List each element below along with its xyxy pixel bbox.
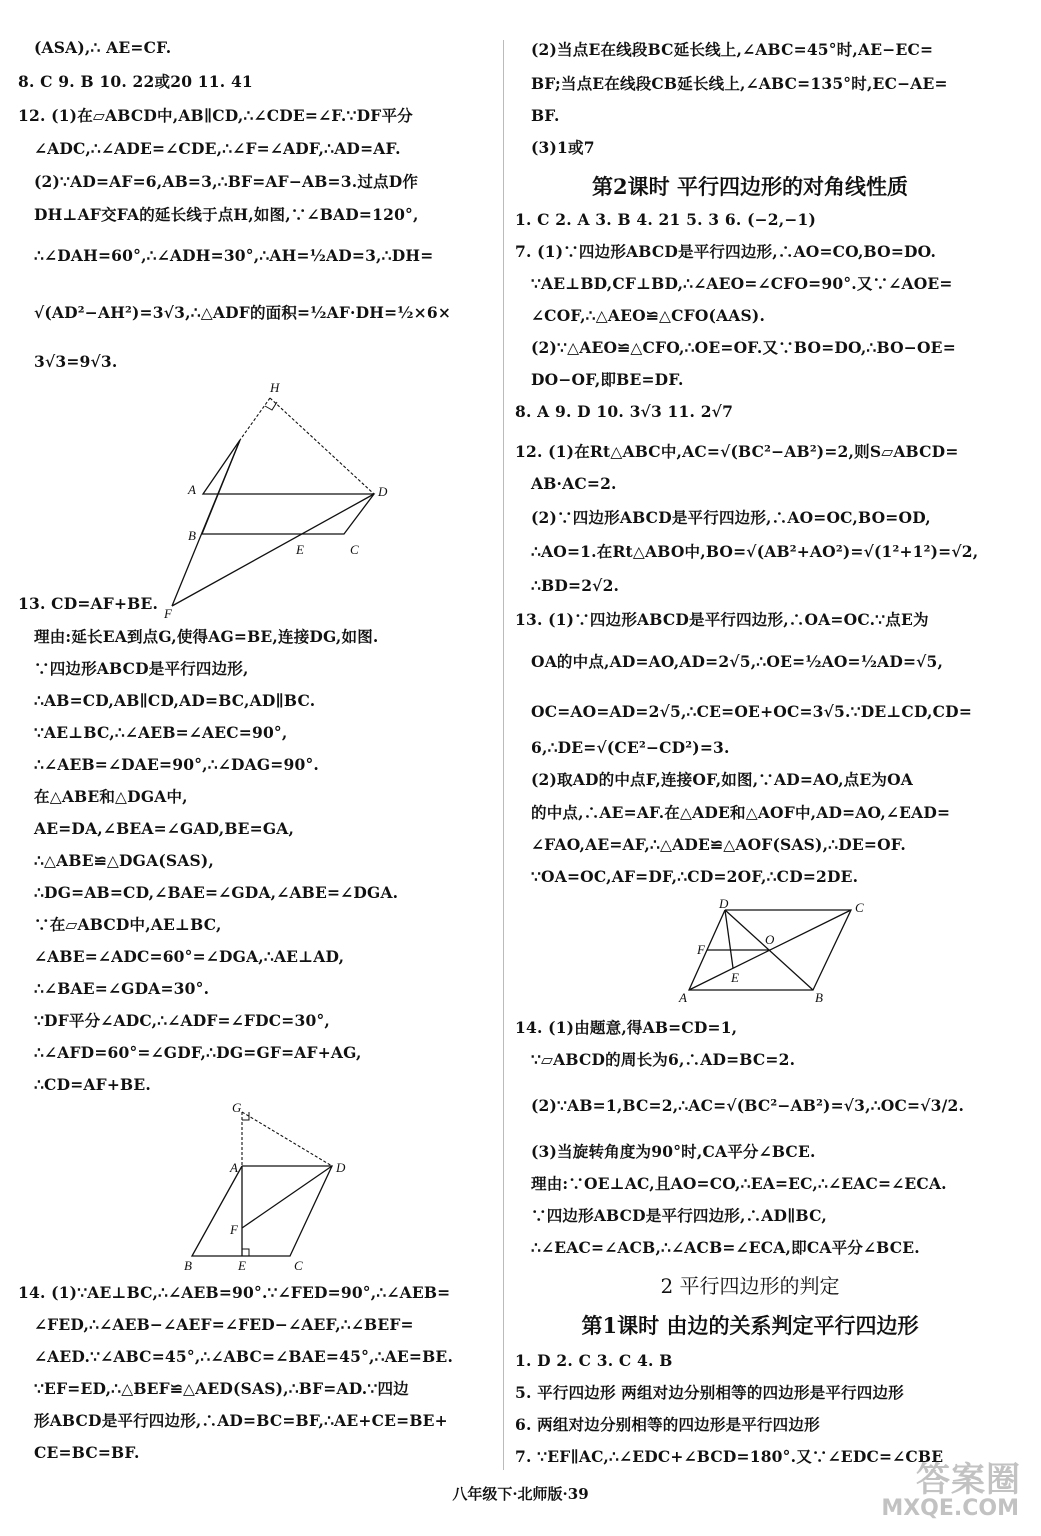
text-line: ∴△ABE≌△DGA(SAS), (34, 851, 215, 870)
text-line: √(AD²−AH²)=3√3,∴△ADF的面积=½AF·DH=½×6× (34, 303, 452, 322)
label-G: G (232, 1100, 242, 1115)
text-line: ∴DG=AB=CD,∠BAE=∠GDA,∠ABE=∠DGA. (34, 883, 399, 902)
text-line: 7. ∵EF∥AC,∴∠EDC+∠BCD=180°.又∵∠EDC=∠CBE (515, 1447, 944, 1466)
text-line: BF;当点E在线段CB延长线上,∠ABC=135°时,EC−AE= (531, 74, 948, 93)
text-line: ∵在▱ABCD中,AE⊥BC, (34, 915, 222, 934)
text-line: 12. (1)在▱ABCD中,AB∥CD,∴∠CDE=∠F.∵DF平分 (18, 106, 413, 125)
text-line: OC=AO=AD=2√5,∴CE=OE+OC=3√5.∵DE⊥CD,CD= (531, 702, 973, 721)
watermark-logo: 答案圈 (916, 1460, 1021, 1500)
text-line: (2)取AD的中点F,连接OF,如图,∵AD=AO,点E为OA (531, 770, 914, 789)
text-line: AE=DA,∠BEA=∠GAD,BE=GA, (34, 819, 295, 838)
text-line: AB·AC=2. (531, 474, 617, 493)
text-line: 13. CD=AF+BE. (18, 594, 159, 613)
figure-parallelogram-hadf (158, 378, 398, 621)
text-line: DH⊥AF交FA的延长线于点H,如图,∵∠BAD=120°, (34, 205, 419, 224)
text-line: ∵OA=OC,AF=DF,∴CD=2OF,∴CD=2DE. (531, 867, 859, 886)
text-line: 6. 两组对边分别相等的四边形是平行四边形 (515, 1415, 820, 1434)
column-divider (503, 40, 504, 1470)
text-line: ∵四边形ABCD是平行四边形, (34, 659, 249, 678)
text-line: ∴CD=AF+BE. (34, 1075, 151, 1094)
text-line: BF. (531, 106, 560, 125)
text-line: ∵EF=ED,∴△BEF≌△AED(SAS),∴BF=AD.∵四边 (34, 1379, 409, 1398)
label-A: A (679, 990, 687, 1005)
text-line: 1. C 2. A 3. B 4. 21 5. 3 6. (−2,−1) (515, 210, 817, 229)
text-line: 12. (1)在Rt△ABC中,AC=√(BC²−AB²)=2,则S▱ABCD= (515, 442, 959, 461)
text-line: ∵DF平分∠ADC,∴∠ADF=∠FDC=30°, (34, 1011, 331, 1030)
text-line: 形ABCD是平行四边形,∴AD=BC=BF,∴AE+CE=BE+ (34, 1411, 448, 1430)
label-D: D (336, 1160, 346, 1175)
text-line: ∵AE⊥BD,CF⊥BD,∴∠AEO=∠CFO=90°.又∵∠AOE= (531, 274, 953, 293)
text-line: DO−OF,即BE=DF. (531, 370, 684, 389)
label-O: O (765, 932, 775, 947)
text-line: 8. C 9. B 10. 22或20 11. 41 (18, 72, 253, 91)
text-line: 理由:∵OE⊥AC,且AO=CO,∴EA=EC,∴∠EAC=∠ECA. (531, 1174, 947, 1193)
label-F: F (697, 942, 705, 957)
text-line: ∴∠AEB=∠DAE=90°,∴∠DAG=90°. (34, 755, 320, 774)
text-line: (ASA),∴ AE=CF. (34, 38, 172, 57)
label-H: H (270, 380, 280, 395)
label-E: E (296, 542, 304, 557)
text-line: ∵四边形ABCD是平行四边形,∴AD∥BC, (531, 1206, 828, 1225)
figure-parallelogram-gadf (178, 1100, 358, 1273)
label-A: A (230, 1160, 238, 1175)
text-line: ∴AO=1.在Rt△ABO中,BO=√(AB²+AO²)=√(1²+1²)=√2, (531, 542, 979, 561)
text-line: (2)当点E在线段BC延长线上,∠ABC=45°时,AE−EC= (531, 40, 934, 59)
text-line: CE=BC=BF. (34, 1443, 140, 1462)
text-line: 在△ABE和△DGA中, (34, 787, 188, 806)
text-line: ∴∠DAH=60°,∴∠ADH=30°,∴AH=½AD=3,∴DH= (34, 246, 434, 265)
label-C: C (350, 542, 359, 557)
text-line: 13. (1)∵四边形ABCD是平行四边形,∴OA=OC.∵点E为 (515, 610, 929, 629)
text-line: ∠ADC,∴∠ADE=∠CDE,∴∠F=∠ADF,∴AD=AF. (34, 139, 401, 158)
text-line: 理由:延长EA到点G,使得AG=BE,连接DG,如图. (34, 627, 379, 646)
label-B: B (815, 990, 823, 1005)
text-line: (2)∵△AEO≌△CFO,∴OE=OF.又∵BO=DO,∴BO−OE= (531, 338, 956, 357)
text-line: 6,∴DE=√(CE²−CD²)=3. (531, 738, 730, 757)
text-line: ∴∠BAE=∠GDA=30°. (34, 979, 210, 998)
text-line: 7. (1)∵四边形ABCD是平行四边形,∴AO=CO,BO=DO. (515, 242, 937, 261)
text-line: ∠ABE=∠ADC=60°=∠DGA,∴AE⊥AD, (34, 947, 345, 966)
section-title: 2 平行四边形的判定 (660, 1274, 840, 1298)
figure-parallelogram-diagonals (675, 898, 875, 1008)
text-line: 14. (1)由题意,得AB=CD=1, (515, 1018, 738, 1037)
label-B: B (188, 528, 196, 543)
page-footer: 八年级下·北师版·39 (452, 1485, 589, 1503)
label-C: C (855, 900, 864, 915)
text-line: 的中点,∴AE=AF.在△ADE和△AOF中,AD=AO,∠EAD= (531, 803, 951, 822)
label-F: F (164, 606, 172, 621)
watermark-url: MXQE.COM (881, 1496, 1019, 1521)
label-E: E (731, 970, 739, 985)
text-line: 1. D 2. C 3. C 4. B (515, 1351, 673, 1370)
label-E: E (238, 1258, 246, 1273)
text-line: (2)∵四边形ABCD是平行四边形,∴AO=OC,BO=OD, (531, 508, 931, 527)
text-line: OA的中点,AD=AO,AD=2√5,∴OE=½AO=½AD=√5, (531, 652, 944, 671)
text-line: (3)1或7 (531, 138, 595, 157)
text-line: ∠COF,∴△AEO≌△CFO(AAS). (531, 306, 766, 325)
text-line: ∵▱ABCD的周长为6,∴AD=BC=2. (531, 1050, 796, 1069)
text-line: (2)∵AD=AF=6,AB=3,∴BF=AF−AB=3.过点D作 (34, 172, 419, 191)
lesson-title: 第2课时 平行四边形的对角线性质 (592, 174, 908, 199)
label-D: D (719, 896, 729, 911)
label-D: D (378, 484, 388, 499)
text-line: ∠FED,∴∠AEB−∠AEF=∠FED−∠AEF,∴∠BEF= (34, 1315, 414, 1334)
text-line: ∴BD=2√2. (531, 576, 620, 595)
label-F: F (230, 1222, 238, 1237)
text-line: 5. 平行四边形 两组对边分别相等的四边形是平行四边形 (515, 1383, 904, 1402)
text-line: ∴∠EAC=∠ACB,∴∠ACB=∠ECA,即CA平分∠BCE. (531, 1238, 920, 1257)
text-line: ∠AED.∵∠ABC=45°,∴∠ABC=∠BAE=45°,∴AE=BE. (34, 1347, 454, 1366)
text-line: ∴∠AFD=60°=∠GDF,∴DG=GF=AF+AG, (34, 1043, 362, 1062)
text-line: ∵AE⊥BC,∴∠AEB=∠AEC=90°, (34, 723, 288, 742)
text-line: (3)当旋转角度为90°时,CA平分∠BCE. (531, 1142, 816, 1161)
text-line: ∠FAO,AE=AF,∴△ADE≌△AOF(SAS),∴DE=OF. (531, 835, 907, 854)
text-line: 14. (1)∵AE⊥BC,∴∠AEB=90°.∵∠FED=90°,∴∠AEB= (18, 1283, 451, 1302)
text-line: (2)∵AB=1,BC=2,∴AC=√(BC²−AB²)=√3,∴OC=√3/2. (531, 1096, 965, 1115)
label-B: B (184, 1258, 192, 1273)
lesson-title: 第1课时 由边的关系判定平行四边形 (581, 1313, 919, 1338)
label-C: C (294, 1258, 303, 1273)
label-A: A (188, 482, 196, 497)
text-line: ∴AB=CD,AB∥CD,AD=BC,AD∥BC. (34, 691, 316, 710)
text-line: 8. A 9. D 10. 3√3 11. 2√7 (515, 402, 734, 421)
text-line: 3√3=9√3. (34, 352, 118, 371)
